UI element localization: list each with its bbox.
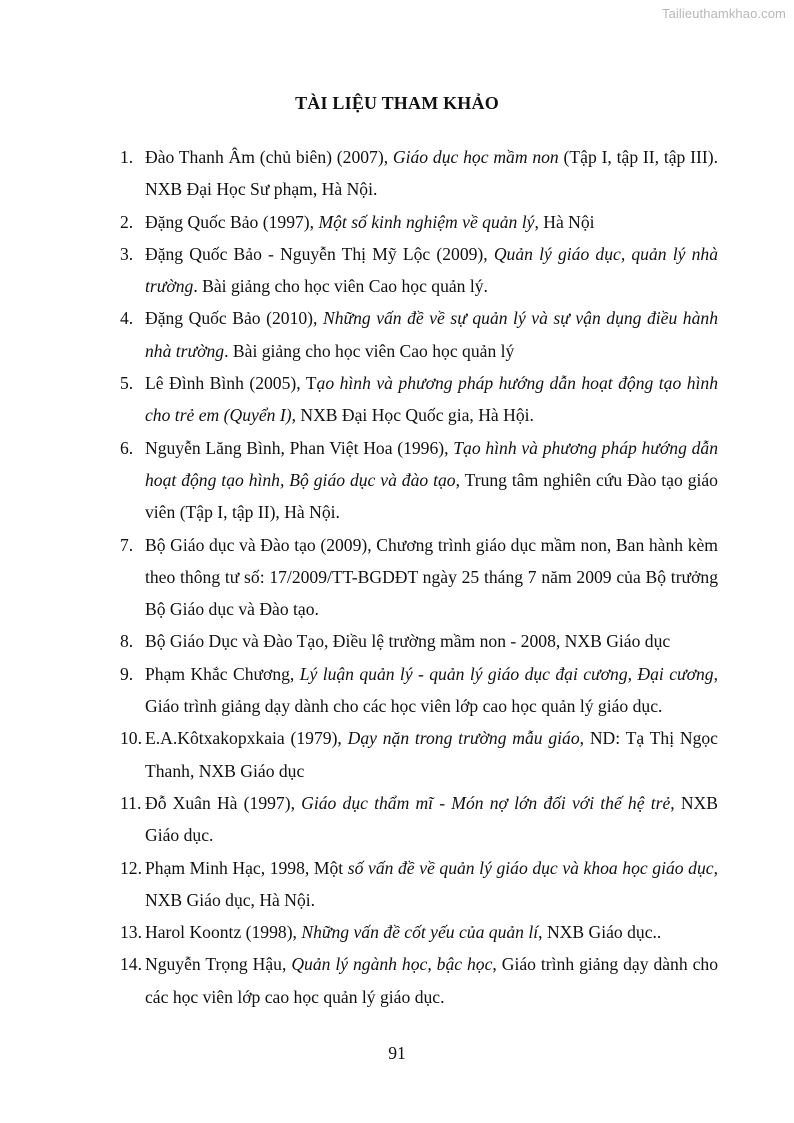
reference-item: 7. Bộ Giáo dục và Đào tạo (2009), Chương trình giáo dục mầm non, Ban hành kèm theo thông tư số: 17/2009/TT-BGDĐT ngày 25 tháng 7 năm 2009 của Bộ trưởng Bộ Giáo dục và Đào tạo. <box>120 529 718 626</box>
reference-item: 5. Lê Đình Bình (2005), Tạo hình và phương pháp hướng dẫn hoạt động tạo hình cho trẻ em (Quyển I), NXB Đại Học Quốc gia, Hà Hội. <box>120 367 718 432</box>
reference-number: 10. <box>120 728 142 749</box>
reference-number: 5. <box>120 373 134 394</box>
page-title: TÀI LIỆU THAM KHẢO <box>295 93 499 113</box>
reference-number: 6. <box>120 437 134 458</box>
reference-item: 4. Đặng Quốc Bảo (2010), Những vấn đề về sự quản lý và sự vận dụng điều hành nhà trường. Bài giảng cho học viên Cao học quản lý <box>120 302 718 367</box>
reference-number: 1. <box>120 147 134 167</box>
reference-number: 7. <box>120 534 134 555</box>
reference-number: 14. <box>120 954 142 975</box>
reference-item: 2. Đặng Quốc Bảo (1997), Một số kinh nghiệm về quản lý, Hà Nội <box>120 206 718 238</box>
reference-item: 1. Đào Thanh Âm (chủ biên) (2007), Giáo dục học mầm non (Tập I, tập II, tập III). NXB Đại Học Sư phạm, Hà Nội. <box>120 141 718 206</box>
reference-number: 11. <box>120 792 142 813</box>
reference-item: 3. Đặng Quốc Bảo - Nguyễn Thị Mỹ Lộc (2009), Quản lý giáo dục, quản lý nhà trường. Bài giảng cho học viên Cao học quản lý. <box>120 238 718 303</box>
watermark: Tailieuthamkhao.com <box>661 6 786 21</box>
reference-item: 14. Nguyễn Trọng Hậu, Quản lý ngành học, bậc học, Giáo trình giảng dạy dành cho các học viên lớp cao học quản lý giáo dục. <box>120 948 718 1013</box>
reference-item: 9. Phạm Khắc Chương, Lý luận quản lý - quản lý giáo dục đại cương, Đại cương, Giáo trình giảng dạy dành cho các học viên lớp cao học quản lý giáo dục. <box>120 658 718 723</box>
reference-number: 9. <box>120 663 134 684</box>
reference-number: 2. <box>120 211 134 232</box>
reference-number: 8. <box>120 631 134 652</box>
reference-list <box>120 141 718 1013</box>
reference-item: 12. Phạm Minh Hạc, 1998, Một số vấn đề về quản lý giáo dục và khoa học giáo dục, NXB Giáo dục, Hà Nội. <box>120 852 718 917</box>
reference-item: 6. Nguyễn Lăng Bình, Phan Việt Hoa (1996), Tạo hình và phương pháp hướng dẫn hoạt động tạo hình, Bộ giáo dục và đào tạo, Trung tâm nghiên cứu Đào tạo giáo viên (Tập I, tập II), Hà Nội. <box>120 432 718 529</box>
reference-number: 4. <box>120 308 134 329</box>
reference-number: 3. <box>120 243 134 264</box>
reference-item: 13. Harol Koontz (1998), Những vấn đề cốt yếu của quản lí, NXB Giáo dục.. <box>120 916 718 948</box>
reference-item: 11. Đỗ Xuân Hà (1997), Giáo dục thẩm mĩ - Món nợ lớn đối với thế hệ trẻ, NXB Giáo dục. <box>120 787 718 852</box>
reference-item: 8. Bộ Giáo Dục và Đào Tạo, Điều lệ trường mầm non - 2008, NXB Giáo dục <box>120 625 718 657</box>
reference-number: 12. <box>120 857 142 878</box>
reference-item: 10. E.A.Kôtxakopxkaia (1979), Dạy nặn trong trường mẫu giáo, ND: Tạ Thị Ngọc Thanh, NXB Giáo dục <box>120 722 718 787</box>
page-number: 91 <box>388 1043 406 1063</box>
reference-number: 13. <box>120 922 142 943</box>
